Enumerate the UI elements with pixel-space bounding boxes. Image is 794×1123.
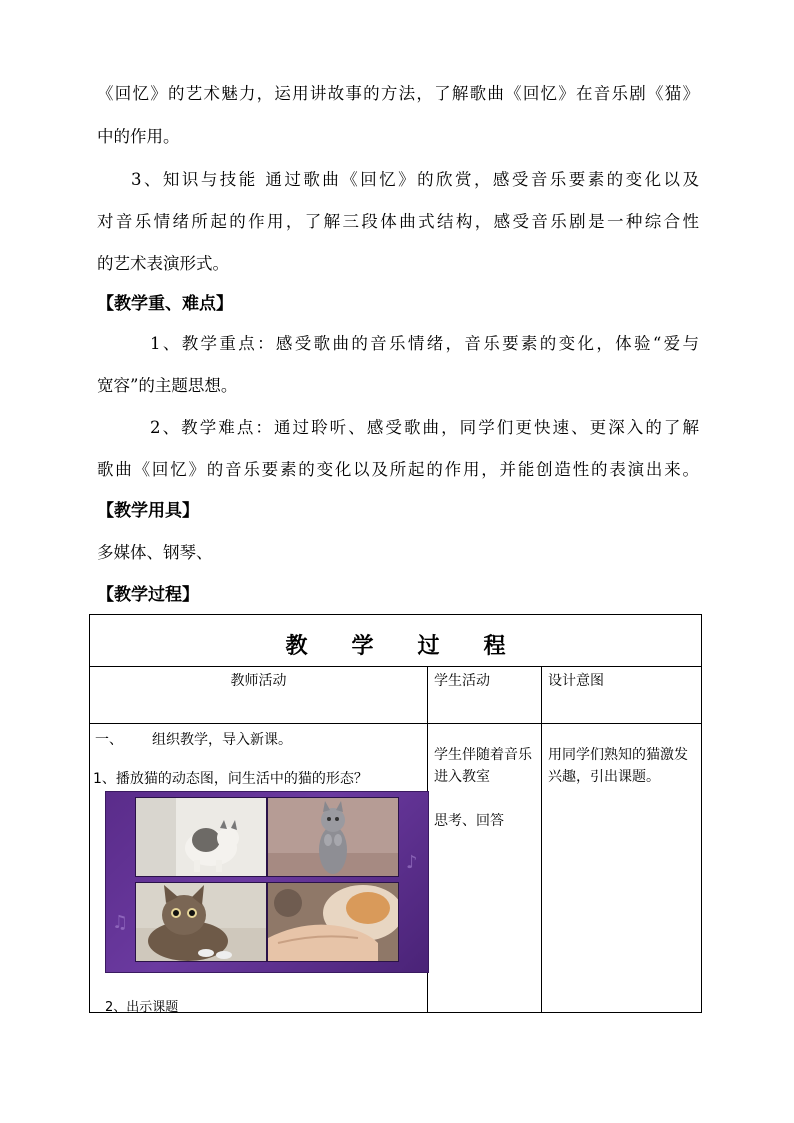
paragraph-line: 2、教学难点：通过聆听、感受歌曲，同学们更快速、更深入的了解 (150, 418, 699, 437)
header-intent: 设计意图 (542, 667, 702, 724)
section-heading-key-points: 【教学重、难点】 (97, 294, 233, 314)
cat-photo-collage (105, 791, 429, 973)
teacher-item-2: 2、出示课题 (105, 1000, 179, 1015)
cat-photo-wide-eyed (135, 882, 267, 962)
paragraph-line: 《回忆》的艺术魅力，运用讲故事的方法，了解歌曲《回忆》在音乐剧《猫》 (97, 84, 699, 103)
music-note-icon: ♪ (406, 852, 418, 873)
tools-text: 多媒体、钢琴、 (97, 543, 213, 562)
table-title: 教学过程 (285, 634, 550, 659)
music-note-icon: ♫ (112, 912, 129, 933)
student-activity-2: 思考、回答 (434, 813, 504, 829)
paragraph-line: 歌曲《回忆》的音乐要素的变化以及所起的作用，并能创造性的表演出来。 (97, 460, 699, 479)
paragraph-line: 对音乐情绪所起的作用，了解三段体曲式结构，感受音乐剧是一种综合性 (97, 212, 699, 231)
paragraph-line: 1、教学重点：感受歌曲的音乐情绪，音乐要素的变化，体验“爱与 (150, 334, 699, 353)
table-title-cell (90, 615, 702, 667)
student-activity-1: 学生伴随着音乐进入教室 (434, 747, 532, 785)
paragraph-line: 宽容”的主题思想。 (97, 376, 238, 395)
section-heading-tools: 【教学用具】 (97, 501, 199, 521)
student-activity-cell (428, 724, 542, 1013)
teacher-activity-cell (90, 724, 428, 1013)
step-number: 一、 (95, 732, 123, 748)
cat-photo-paw-hand (267, 882, 399, 962)
header-teacher: 教师活动 (90, 667, 428, 724)
teaching-process-table (89, 614, 702, 1013)
paragraph-line: 的艺术表演形式。 (97, 254, 229, 273)
design-intent-cell (542, 724, 702, 1013)
design-intent-text: 用同学们熟知的猫激发兴趣，引出课题。 (548, 747, 688, 785)
header-student: 学生活动 (428, 667, 542, 724)
paragraph-line: 中的作用。 (97, 127, 180, 146)
paragraph-line: 3、知识与技能 通过歌曲《回忆》的欣赏，感受音乐要素的变化以及 (131, 170, 699, 189)
step-text: 组织教学，导入新课。 (152, 732, 292, 748)
teacher-item-1: 1、播放猫的动态图，问生活中的猫的形态？ (93, 771, 368, 787)
cat-photo-kitten-walking (135, 797, 267, 877)
section-heading-process: 【教学过程】 (97, 585, 199, 605)
cat-photo-gray-standing (267, 797, 399, 877)
